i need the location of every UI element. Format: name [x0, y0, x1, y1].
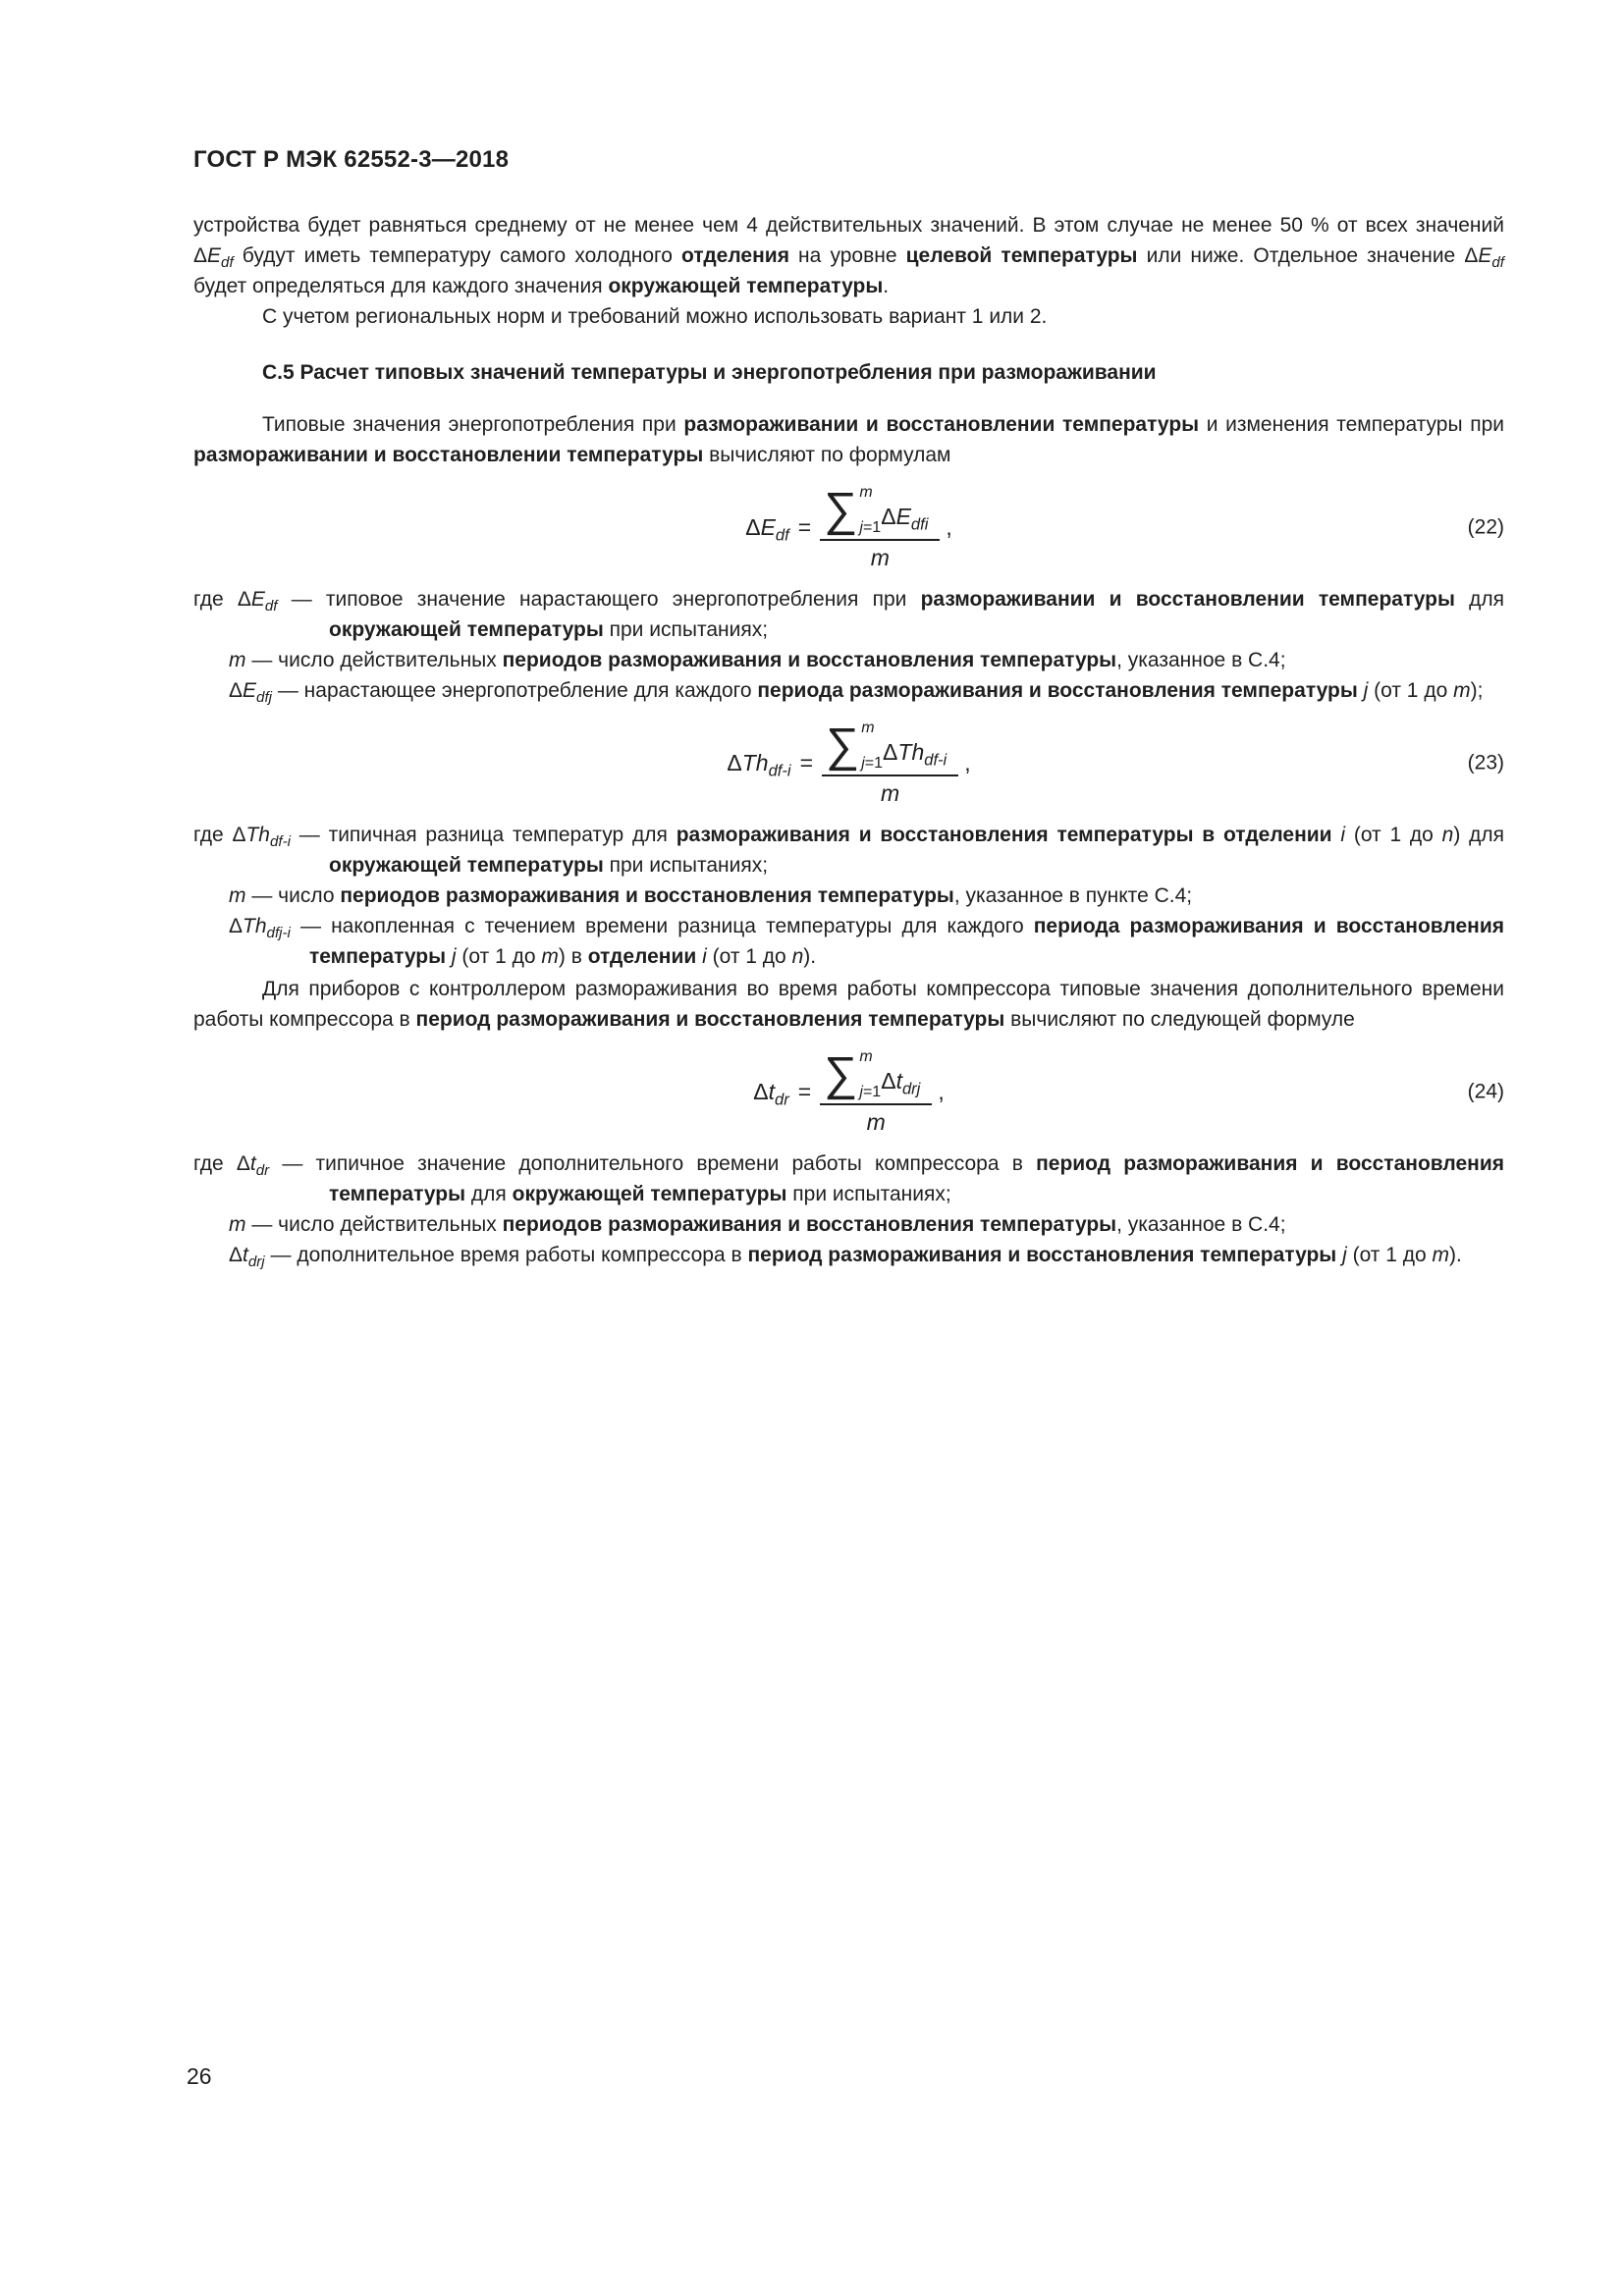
- definition-item: $\Delta E_{dfj}$ — нарастающее энергопотребление для каждого периода размораживания и восстановления температуры j (от 1 до m);: [229, 679, 1484, 707]
- equation-number: (22): [1467, 515, 1504, 539]
- paragraph-continuation: устройства будет равняться среднему от не менее чем 4 действительных значений. В этом случае не менее 50 % от всех значений $\Delta E_{df}$ будут иметь температуру самого холодного отделения на уровне целевой температуры или ниже. Отдельное значение $\Delta E_{df}$ будет определяться для каждого значения окружающей температуры.: [193, 214, 1504, 297]
- numerator: [820, 1049, 932, 1105]
- definition-item: где $\Delta E_{df}$ — типовое значение нарастающего энергопотребления при размораживании и восстановлении температуры для окружающей температуры при испытаниях;: [193, 588, 1505, 641]
- definition-list-24: [193, 1148, 1504, 1270]
- summand-term: $\Delta E_{dfi}$: [881, 503, 929, 534]
- equals-sign: =: [797, 514, 812, 540]
- summand-term: ΔTh$_{df-i}$: [883, 738, 947, 770]
- formula-22: [193, 480, 1504, 574]
- formula-lhs: ΔTh$_{df-i}$: [727, 750, 791, 780]
- equation-number: (24): [1467, 1080, 1504, 1103]
- formula-24: [193, 1044, 1504, 1139]
- definition-item: где $\Delta t_{dr}$ — типичное значение дополнительного времени работы компрессора в период размораживания и восстановления температуры для окружающей температуры при испытаниях;: [193, 1152, 1505, 1205]
- formula-comma: ,: [946, 514, 952, 540]
- section-intro-paragraph: Типовые значения энергопотребления при размораживании и восстановлении температуры и изменения температуры при размораживании и восстановлении температуры вычисляют по формулам: [193, 413, 1505, 466]
- definition-item: m — число действительных периодов размораживания и восстановления температуры, указанное в С.4;: [229, 649, 1286, 671]
- formula-expression: [753, 1049, 945, 1135]
- summation-lower-limit: j=1: [861, 754, 884, 772]
- summation-limits: [859, 1049, 881, 1100]
- equation-number: (23): [1467, 751, 1504, 774]
- summation-lower-limit: j=1: [859, 518, 882, 536]
- definition-list-22: [193, 584, 1504, 706]
- definition-list-23: [193, 820, 1504, 972]
- fraction: [820, 485, 940, 570]
- definition-item: m — число действительных периодов размораживания и восстановления температуры, указанное в С.4;: [229, 1213, 1286, 1236]
- numerator: [820, 485, 940, 541]
- summation-limits: [859, 485, 881, 536]
- definition-item: ΔTh$_{dfj-i}$ — накопленная с течением времени разница температуры для каждого периода размораживания и восстановления температуры j (от 1 до m) в отделении i (от 1 до n).: [229, 915, 1504, 968]
- definition-item: m — число периодов размораживания и восстановления температуры, указанное в пункте С.4;: [229, 884, 1193, 907]
- summation-upper-limit: m: [859, 483, 873, 501]
- summation-upper-limit: m: [859, 1047, 873, 1065]
- formula-expression: [745, 485, 952, 570]
- denominator: m: [870, 544, 890, 570]
- document-header: ГОСТ Р МЭК 62552-3—2018: [193, 146, 510, 173]
- denominator: m: [866, 1108, 886, 1135]
- formula-23: [193, 716, 1504, 810]
- page-content: [193, 0, 1504, 1270]
- formula-lhs: $\Delta E_{df}$: [745, 514, 789, 545]
- summation: [824, 1049, 881, 1100]
- definition-item: где ΔTh$_{df-i}$ — типичная разница температур для размораживания и восстановления температуры в отделении i (от 1 до n) для окружающей температуры при испытаниях;: [193, 824, 1505, 877]
- summation: [826, 721, 883, 772]
- summation-icon: ∑: [824, 1047, 858, 1100]
- formula-comma: ,: [938, 1079, 945, 1104]
- formula-comma: ,: [964, 750, 971, 775]
- section-heading: С.5 Расчет типовых значений температуры и энергопотребления при размораживании: [262, 361, 1157, 384]
- definition-item: $\Delta t_{drj}$ — дополнительное время работы компрессора в период размораживания и восстановления температуры j (от 1 до m).: [229, 1244, 1462, 1271]
- summation-icon: ∑: [824, 483, 858, 536]
- paragraph-defrost-controller: Для приборов с контроллером размораживания во время работы компрессора типовые значения дополнительного времени работы компрессора в период размораживания и восстановления температуры вычисляют по следующей формуле: [193, 978, 1504, 1031]
- fraction: [822, 721, 958, 806]
- summation: [824, 485, 881, 536]
- summand-term: $\Delta t_{drj}$: [881, 1067, 921, 1098]
- page-number: 26: [187, 2063, 212, 2089]
- summation-icon: ∑: [826, 719, 860, 772]
- equals-sign: =: [799, 750, 813, 775]
- paragraph-regional-note: С учетом региональных норм и требований можно использовать вариант 1 или 2.: [262, 305, 1048, 328]
- numerator: [822, 721, 958, 776]
- formula-lhs: $\Delta t_{dr}$: [753, 1079, 789, 1109]
- summation-limits: [861, 721, 883, 772]
- summation-lower-limit: j=1: [859, 1083, 882, 1100]
- denominator: m: [881, 779, 900, 806]
- equals-sign: =: [797, 1079, 812, 1104]
- fraction: [820, 1049, 932, 1135]
- formula-expression: [727, 721, 970, 806]
- summation-upper-limit: m: [861, 719, 875, 736]
